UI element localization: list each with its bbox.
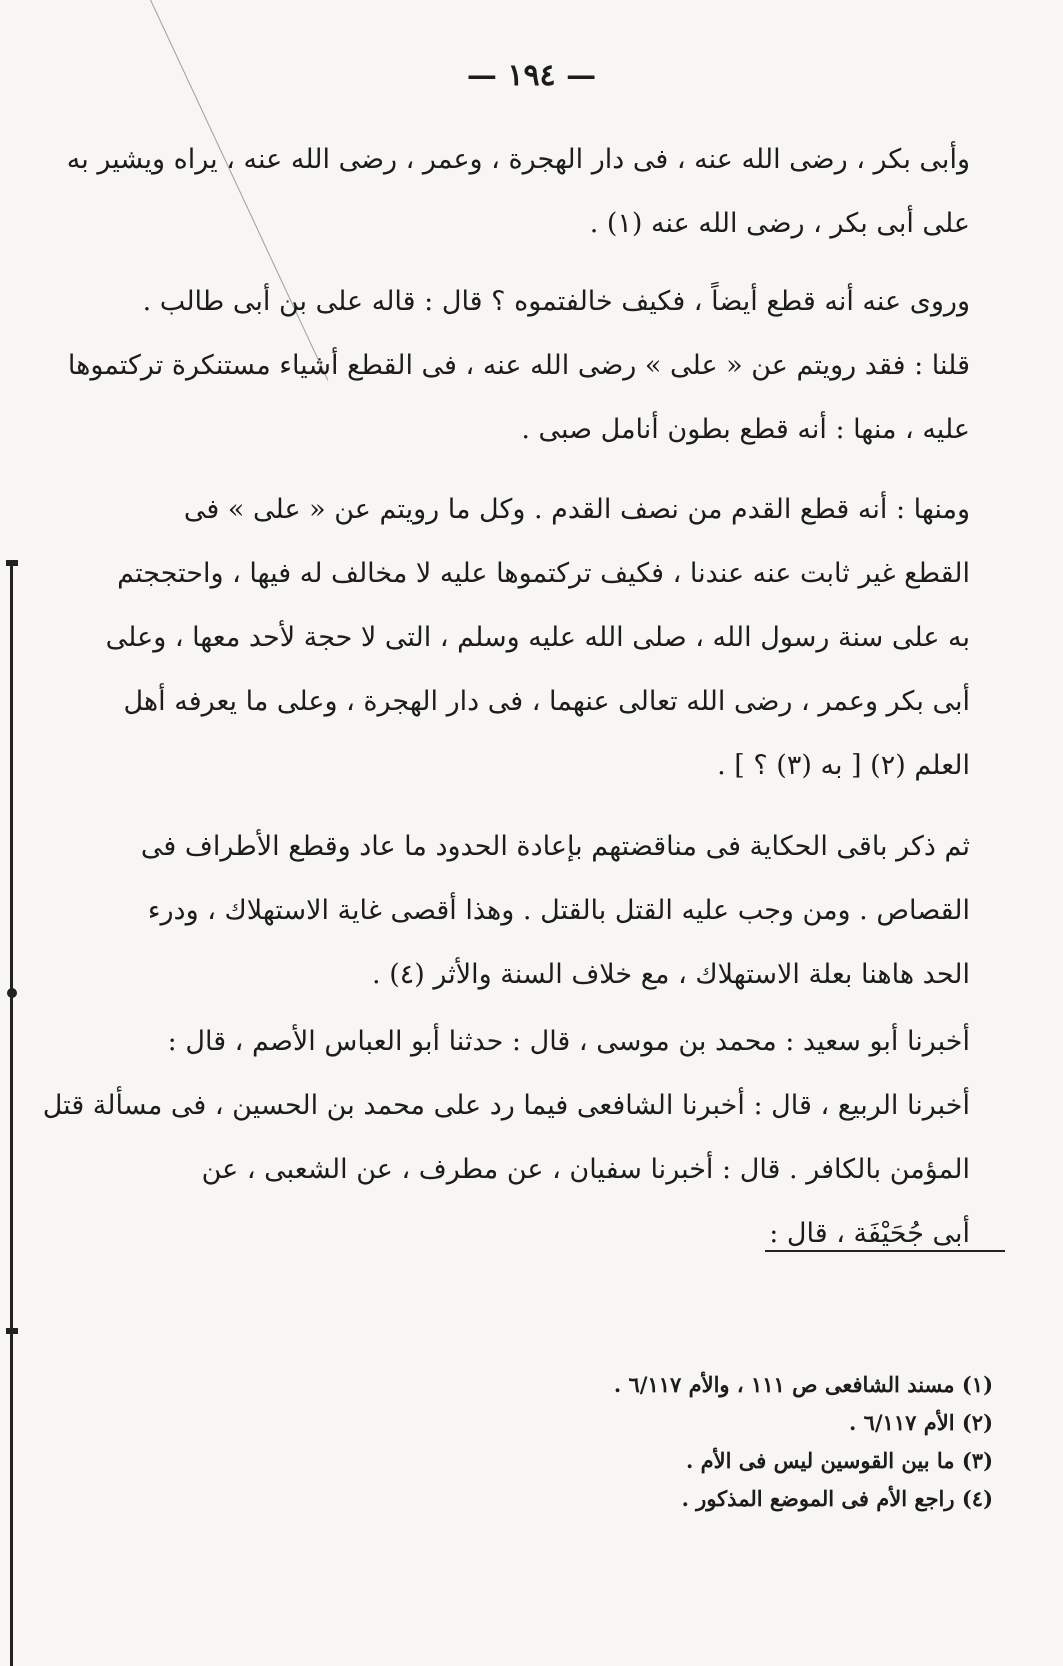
paragraph-5 [42,1010,970,1266]
text-line: أبى بكر وعمر ، رضى الله تعالى عنهما ، فى دار الهجرة ، وعلى ما يعرفه أهل [123,686,970,717]
text-line: وأبى بكر ، رضى الله عنه ، فى دار الهجرة ، وعمر ، رضى الله عنه ، يراه ويشير به [66,144,970,175]
footnote-item: (١) مسند الشافعى ص ١١١ ، والأم ٦/١١٧ . [613,1372,993,1397]
binding-bar [10,560,13,1666]
text-line: المؤمن بالكافر . قال : أخبرنا سفيان ، عن مطرف ، عن الشعبى ، عن [201,1154,970,1185]
text-line: عليه ، منها : أنه قطع بطون أنامل صبى . [521,414,970,445]
text-line: أخبرنا الربيع ، قال : أخبرنا الشافعى فيما رد على محمد بن الحسين ، فى مسألة قتل [42,1090,970,1121]
text-line: وروى عنه أنه قطع أيضاً ، فكيف خالفتموه ؟ قال : قاله على بن أبى طالب . [142,286,970,317]
binding-cap-bottom [6,1328,18,1334]
paragraph-3 [105,478,970,798]
text-line: ثم ذكر باقى الحكاية فى مناقضتهم بإعادة الحدود ما عاد وقطع الأطراف فى [140,831,970,862]
binding-rivet [7,988,17,998]
footnotes [614,1366,993,1518]
text-line: أخبرنا أبو سعيد : محمد بن موسى ، قال : حدثنا أبو العباس الأصم ، قال : [167,1026,970,1057]
text-line: ومنها : أنه قطع القدم من نصف القدم . وكل ما رويتم عن « على » فى [183,494,970,525]
paragraph-1 [66,128,970,256]
page-number: — ١٩٤ — [466,58,597,93]
footnote-item: (٤) راجع الأم فى الموضع المذكور . [681,1486,993,1511]
binding-edge [6,560,18,1666]
footnote-item: (٣) ما بين القوسين ليس فى الأم . [686,1448,993,1473]
footnote-item: (٢) الأم ٦/١١٧ . [848,1410,993,1435]
text-line: القطع غير ثابت عنه عندنا ، فكيف تركتموها عليه لا مخالف له فيها ، واحتججتم [117,558,970,589]
text-line: أبى جُحَيْفَة ، قال : [769,1218,970,1249]
text-line: القصاص . ومن وجب عليه القتل بالقتل . وهذا أقصى غاية الاستهلاك ، ودرء [147,895,970,926]
binding-cap-top [6,560,18,566]
paragraph-4 [140,815,970,1007]
paragraph-2 [67,270,970,462]
text-line: به على سنة رسول الله ، صلى الله عليه وسلم ، التى لا حجة لأحد معها ، وعلى [105,622,970,653]
text-line: قلنا : فقد رويتم عن « على » رضى الله عنه ، فى القطع أشياء مستنكرة تركتموها [67,350,970,381]
text-line: على أبى بكر ، رضى الله عنه (١) . [589,208,970,239]
text-line: العلم (٢) [ به (٣) ؟ ] . [717,750,970,781]
text-line: الحد هاهنا بعلة الاستهلاك ، مع خلاف السنة والأثر (٤) . [372,959,970,990]
footnote-divider [765,1250,1005,1252]
